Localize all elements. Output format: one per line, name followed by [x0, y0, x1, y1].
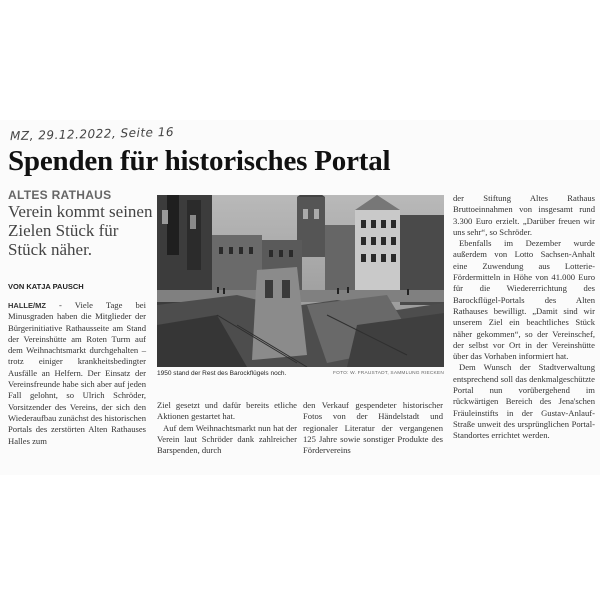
article-column-4: [453, 193, 595, 442]
photo-credit: FOTO: W. FRAUSTADT, SAMMLUNG RIECKEN: [333, 371, 444, 376]
handwritten-source-note: MZ, 29.12.2022, Seite 16: [9, 124, 175, 144]
article-byline: VON KATJA PAUSCH: [8, 282, 84, 291]
column-2-paragraph-2: Auf dem Weihnachtsmarkt nun hat der Verein laut Schröder dank zahlreicher Barspenden, durch: [157, 422, 297, 456]
photo-illustration: [157, 195, 444, 367]
article-kicker: ALTES RATHAUS: [8, 188, 112, 202]
column-3-paragraph-1: den Verkauf gespendeter historischer Fotos von der Händelstadt und regionaler Literatur der vergangenen 125 Jahre sowie sonstiger Produkte des Fördervereins: [303, 400, 443, 456]
article-column-2: [157, 400, 297, 456]
article-column-3: [303, 400, 443, 456]
column-4-paragraph-2: Ebenfalls im Dezember wurde außerdem von Lotto Sachsen-Anhalt eine Zuwendung aus Lotterie-Fördermitteln in Höhe von 41.000 Euro für die Wiedererrichtung des Barockflügel-Portals des Alten Rathauses bewilligt. „Damit sind wir unserem Ziel ein beachtliches Stück näher gekommen“, so der Vereinschef, der selbst vor Ort in der Vereinshütte über das Vorhaben informiert hat.: [453, 238, 595, 362]
column-1-text: - Viele Tage bei Minusgraden haben die Mitglieder der Bürgerinitiative Rathausseite am Stand der Vereinshütte am Roten Turm auf dem Weihnachtsmarkt durchgehalten – trotz einiger krankheitsbedingter Ausfälle an Helfern. Der Einsatz der Vereinsfreunde habe sich aber auf jeden Fall gelohnt, so Ulrich Schröder, Vorsitzender des Vereins, der sich den Wiederaufbau zunächst des historischen Portals des zerstörten Alten Rathauses Halles zum: [8, 300, 146, 446]
column-4-paragraph-1: der Stiftung Altes Rathaus Bruttoeinnahmen von insgesamt rund 3.300 Euro erzielt. „Darüber freuen wir uns sehr“, so Schröder.: [453, 193, 595, 237]
dateline: HALLE/MZ: [8, 301, 46, 310]
historic-photo: [157, 195, 444, 367]
article-headline: Spenden für historisches Portal: [8, 145, 391, 177]
column-2-paragraph-1: Ziel gesetzt und dafür bereits etliche Aktionen gestartet hat.: [157, 400, 297, 422]
article-column-1: [8, 300, 146, 447]
column-4-paragraph-3: Dem Wunsch der Stadtverwaltung entsprechend soll das denkmalgeschützte Portal nun vorübergehend im rückwärtigen Bereich des Jena'schen Fräuleinstifts in der Gustav-Anlauf-Straße unweit des ursprünglichen Portal-Standortes errichtet werden.: [453, 362, 595, 441]
photo-caption: [157, 370, 444, 377]
article-subhead: Verein kommt seinen Zielen Stück für Stück näher.: [8, 202, 153, 259]
caption-text: 1950 stand der Rest des Barockflügels noch.: [157, 370, 287, 377]
